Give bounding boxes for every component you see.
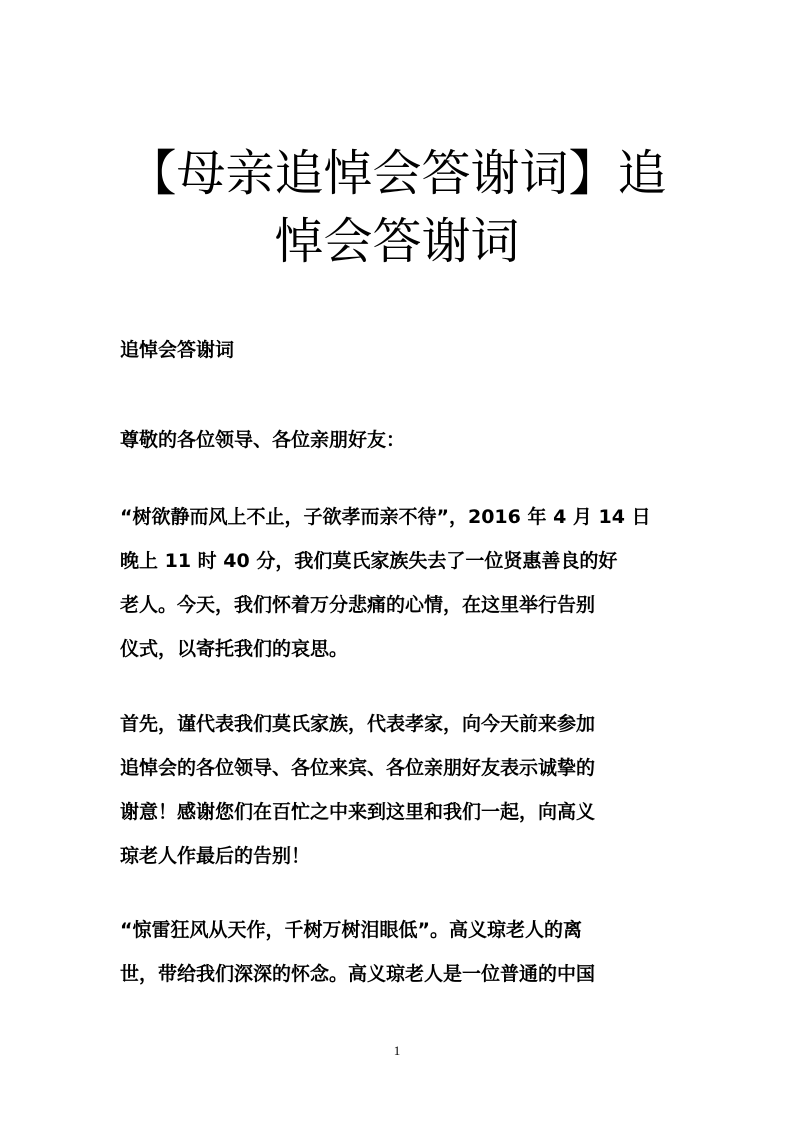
page-number: 1: [393, 1043, 401, 1058]
title-line-1: 【母亲追悼会答谢词】追: [127, 145, 667, 202]
paragraph-line: 晚上 11 时 40 分，我们莫氏家族失去了一位贤惠善良的好: [120, 550, 618, 572]
paragraph-line: 谢意！感谢您们在百忙之中来到这里和我们一起，向高义: [120, 801, 596, 823]
section-heading: 追悼会答谢词: [120, 339, 235, 361]
paragraph-line: “惊雷狂风从天作，千树万树泪眼低”。高义琼老人的离: [120, 919, 582, 941]
paragraph-3: [120, 908, 680, 996]
salutation: 尊敬的各位领导、各位亲朋好友：: [120, 429, 406, 451]
paragraph-line: 老人。今天，我们怀着万分悲痛的心情，在这里举行告别: [120, 594, 596, 616]
paragraph-line: “树欲静而风上不止，子欲孝而亲不待”，2016 年 4 月 14 日: [120, 506, 651, 528]
paragraph-2: [120, 702, 680, 878]
paragraph-line: 琼老人作最后的告别！: [120, 845, 311, 867]
paragraph-line: 仪式，以寄托我们的哀思。: [120, 638, 349, 660]
title-line-2: 悼会答谢词: [274, 213, 520, 270]
paragraph-1: [120, 495, 680, 671]
paragraph-line: 首先，谨代表我们莫氏家族，代表孝家，向今天前来参加: [120, 713, 596, 735]
document-title: [110, 140, 684, 276]
paragraph-line: 追悼会的各位领导、各位来宾、各位亲朋好友表示诚挚的: [120, 757, 596, 779]
paragraph-line: 世，带给我们深深的怀念。高义琼老人是一位普通的中国: [120, 963, 596, 985]
